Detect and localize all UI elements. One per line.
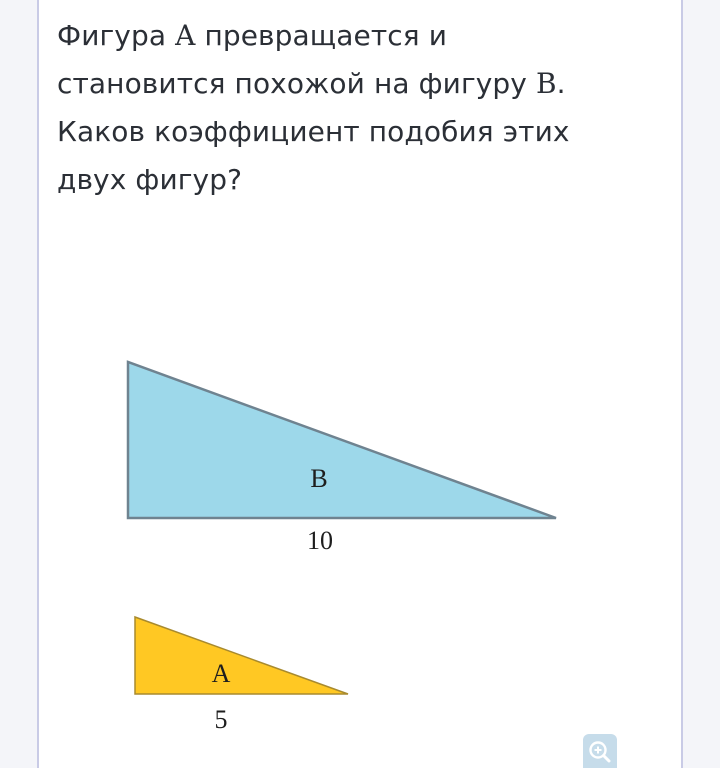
figure-b-ref: B	[535, 67, 557, 100]
triangle-a-base-label: 5	[214, 705, 228, 734]
figure-a-ref: A	[175, 19, 196, 52]
triangle-b-base-label: 10	[307, 526, 333, 555]
question-part-1: Фигура	[57, 19, 176, 52]
triangle-b	[128, 362, 556, 518]
triangle-a-label: A	[211, 659, 231, 688]
zoom-button[interactable]	[583, 734, 617, 768]
triangle-b-label: B	[310, 464, 328, 493]
question-part-2: превращается и становится похожой на фигуру	[57, 19, 536, 100]
question-part-3: . Каков коэффициент подобия этих двух фигур?	[57, 67, 570, 196]
triangle-a	[135, 617, 348, 694]
zoom-in-icon	[583, 734, 617, 768]
